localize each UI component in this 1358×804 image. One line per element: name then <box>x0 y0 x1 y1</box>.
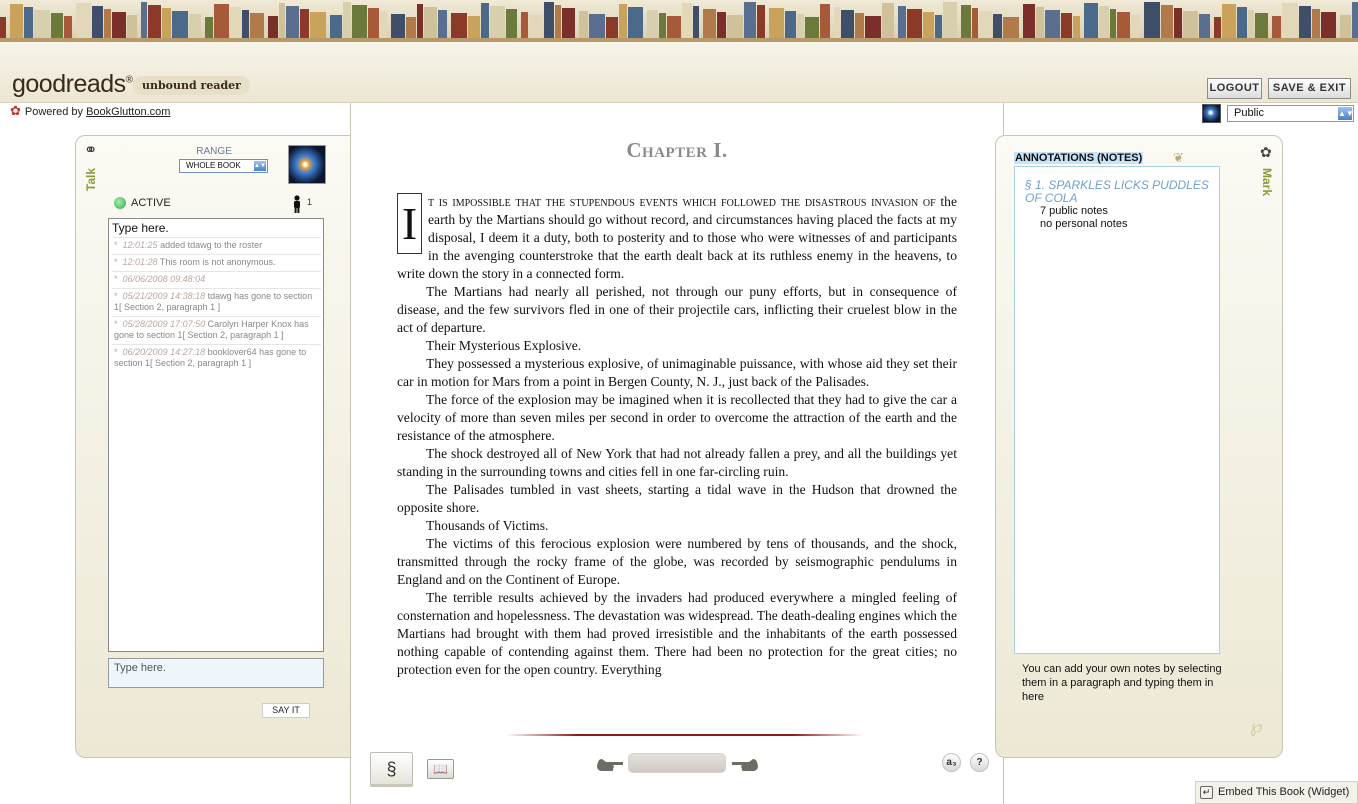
book-spine <box>481 3 489 39</box>
sections-button[interactable]: § <box>370 752 413 787</box>
paragraph[interactable]: Their Mysterious Explosive. <box>426 338 582 353</box>
book-spine <box>24 7 33 39</box>
book-spine <box>544 2 554 39</box>
chat-message: * 12:01:28 This room is not anonymous. <box>112 254 321 271</box>
book-spine <box>628 7 643 39</box>
chat-messages <box>112 237 321 372</box>
book-spine <box>898 6 906 39</box>
annotations-list <box>1014 166 1220 654</box>
swirl-ornament-icon: ℘ <box>1250 716 1263 736</box>
say-it-button[interactable]: SAY IT <box>262 703 310 718</box>
paragraph[interactable]: The Palisades tumbled in vast sheets, starting a tidal wave in the Hudson that drowned the opposite shore. <box>397 482 957 515</box>
book-spine <box>757 5 765 39</box>
book-spine <box>1248 10 1254 39</box>
book-spine <box>693 6 699 39</box>
logout-button[interactable]: LOGOUT <box>1207 78 1262 99</box>
book-spine <box>1099 6 1109 39</box>
book-spine <box>993 14 1002 39</box>
select-arrow-icon: ▲▼ <box>1338 109 1354 118</box>
book-spine <box>1003 17 1019 39</box>
book-spine <box>907 9 922 39</box>
chapter-title: Chapter I. <box>626 138 728 162</box>
personal-notes-count: no personal notes <box>1040 218 1128 230</box>
book-spine <box>834 7 840 39</box>
book-spine <box>417 4 423 39</box>
save-exit-button[interactable]: SAVE & EXIT <box>1268 78 1351 99</box>
font-size-button[interactable]: a₃ <box>942 753 961 772</box>
embed-widget-button[interactable]: ↵ Embed This Book (Widget) <box>1195 781 1358 804</box>
book-spine <box>10 4 23 39</box>
book-spine <box>1144 2 1160 39</box>
book-spine <box>972 8 978 39</box>
book-spine <box>1199 14 1210 39</box>
book-spine <box>589 14 605 39</box>
book-spine <box>438 10 447 39</box>
mark-tab-label[interactable]: Mark <box>1260 168 1274 197</box>
user-avatar-small <box>1202 104 1221 123</box>
notes-help-text: You can add your own notes by selecting them in a paragraph and typing them in here <box>1022 663 1222 703</box>
book-spine <box>468 16 480 39</box>
book-spine <box>820 4 830 39</box>
book-spine <box>1036 7 1044 39</box>
book-spine <box>127 15 137 39</box>
book-spine <box>380 11 387 39</box>
book-spine <box>805 17 819 39</box>
book-spine <box>76 3 91 39</box>
book-spine <box>1237 7 1247 39</box>
book-spine <box>1352 2 1358 39</box>
book-spine <box>205 17 213 39</box>
book-spine <box>343 2 351 39</box>
book-spine <box>1110 9 1116 39</box>
book-spine <box>391 14 405 39</box>
book-spine <box>112 12 126 39</box>
book-spine <box>368 8 379 39</box>
chat-first-line: Type here. <box>112 221 169 235</box>
user-count: 1 <box>307 197 313 207</box>
book-spine <box>1222 4 1236 39</box>
book-spine <box>855 13 864 39</box>
book-spine <box>923 12 934 39</box>
ornament-icon: ❦ <box>1173 150 1184 165</box>
book-spine <box>424 7 437 39</box>
flower-icon[interactable]: ✿ <box>1260 144 1272 160</box>
book-spine <box>242 10 249 39</box>
privacy-select[interactable]: Public ▲▼ <box>1227 105 1354 122</box>
book-spine <box>562 8 575 39</box>
book-spine <box>555 5 561 39</box>
book-spine <box>727 15 743 39</box>
book-spine <box>659 13 666 39</box>
chat-message: * 05/28/2009 17:07:50 Carolyn Harper Knox has gone to section 1[ Section 2, paragraph 1 ] <box>112 316 321 344</box>
book-spine <box>250 13 264 39</box>
book-spine <box>300 9 309 39</box>
book-spine <box>451 13 467 39</box>
paragraph[interactable]: They possessed a mysterious explosive, of unimaginable puissance, with whose aid they set their car in motion for Mars from a point in Bergen County, N. J., just back of the Palisades. <box>397 356 957 389</box>
paragraph[interactable]: The Martians had nearly all perished, not through our puny efforts, but in consequence of disease, and the few survivors fled in one of their projectile cars, inflicting their cruelest blow in the act of departure. <box>397 284 957 335</box>
book-spine <box>841 10 854 39</box>
talk-bubble-icon[interactable]: ⚭ <box>84 142 98 159</box>
book-spine <box>1282 3 1298 39</box>
avatar[interactable] <box>288 145 326 184</box>
status-label: ACTIVE <box>131 197 171 209</box>
person-icon <box>292 195 302 213</box>
book-spine <box>1321 12 1336 39</box>
paragraph[interactable]: The victims of this ferocious explosion were numbered by tens of thousands, and the shock, transmitted through the rocky frame of the globe, was recorded by seismographic pendulums in England and on the Continent of Europe. <box>397 536 957 587</box>
book-spine <box>529 15 543 39</box>
chat-message: * 06/06/2008 09:48:04 <box>112 271 321 288</box>
book-spine <box>1045 10 1060 39</box>
page-divider <box>506 734 864 736</box>
drop-cap: I <box>397 193 422 254</box>
range-select[interactable]: WHOLE BOOK ▲▼ <box>179 159 268 173</box>
active-status-icon <box>114 197 126 209</box>
talk-tab-label[interactable]: Talk <box>84 168 98 192</box>
book-spine <box>1061 13 1072 39</box>
chat-input[interactable]: Type here. <box>108 658 324 688</box>
book-spine <box>230 7 241 39</box>
book-spine <box>703 9 716 39</box>
public-notes-count[interactable]: 7 public notes <box>1040 205 1108 217</box>
book-spine <box>1255 13 1268 39</box>
book-spine <box>1340 15 1351 39</box>
goodreads-logo[interactable]: goodreads® <box>12 70 133 98</box>
help-button[interactable]: ? <box>970 753 989 772</box>
book-spine <box>189 14 201 39</box>
bookglutton-link[interactable]: BookGlutton.com <box>86 106 171 118</box>
book-spine <box>330 15 342 39</box>
book-spine <box>744 2 756 39</box>
book-spine <box>1131 15 1140 39</box>
book-spine <box>34 10 50 39</box>
book-spine <box>92 6 103 39</box>
book-spine <box>961 5 971 39</box>
book-spine <box>1312 9 1320 39</box>
embed-icon: ↵ <box>1200 786 1213 799</box>
book-spine <box>141 2 147 39</box>
book-spine <box>682 3 692 39</box>
book-spine <box>579 11 588 39</box>
book-spine <box>1084 3 1098 39</box>
book-spine <box>943 2 957 39</box>
book-spine <box>1023 4 1035 39</box>
select-arrow-icon: ▲▼ <box>254 163 266 169</box>
book-spine <box>606 17 618 39</box>
book-spine <box>979 11 992 39</box>
book-spine <box>286 6 299 39</box>
book-spine <box>865 16 881 39</box>
book-spine <box>279 3 285 39</box>
paragraph[interactable]: The shock destroyed all of New York that had not already fallen a prey, and all the buildings yet standing in the surrounding towns and cities fell in one far-circling ruin. <box>397 446 957 479</box>
book-spine <box>406 17 416 39</box>
book-spine <box>310 12 326 39</box>
book-spine <box>51 13 63 39</box>
book-spine <box>785 11 796 39</box>
book-spine <box>172 11 188 39</box>
book-spine <box>0 17 6 39</box>
book-spine <box>1073 16 1080 39</box>
unbound-reader-label: unbound reader <box>133 76 250 95</box>
book-spine <box>1214 17 1221 39</box>
book-spine <box>1174 8 1182 39</box>
book-spine <box>352 5 367 39</box>
book-spine <box>769 8 784 39</box>
top-bar <box>0 42 1358 103</box>
book-spine <box>148 5 161 39</box>
book-spine <box>1183 11 1198 39</box>
book-spine <box>64 16 72 39</box>
page-slider[interactable] <box>628 753 726 773</box>
range-label: RANGE <box>196 146 232 157</box>
book-text[interactable] <box>397 193 957 679</box>
book-icon[interactable]: 📖 <box>427 759 454 779</box>
paragraph[interactable]: The force of the explosion may be imagined when it is recollected that they had to give the car a velocity of more than seven miles per second in order to overcome the attraction of the earth and the resistance of the atmosphere. <box>397 392 957 443</box>
book-spine <box>506 9 517 39</box>
paragraph[interactable]: Thousands of Victims. <box>426 518 549 533</box>
next-hand-icon[interactable] <box>731 758 759 772</box>
chat-message: * 05/21/2009 14:38:18 tdawg has gone to section 1[ Section 2, paragraph 1 ] <box>112 288 321 316</box>
book-spine <box>521 12 528 39</box>
chat-message: * 06/20/2009 14:27:18 booklover64 has gone to section 1[ Section 2, paragraph 1 ] <box>112 344 321 372</box>
bookshelf-banner <box>0 0 1358 42</box>
book-spine <box>667 16 681 39</box>
bookglutton-bird-icon: ✿ <box>10 103 21 118</box>
paragraph[interactable]: The terrible results achieved by the invaders had produced everywhere a mingled feeling of consternation and hopelessness. The devastation was widespread. The death-dealing engines which the Martians had brought with them had proved irresistible and the inhabitants of the earth possessed nothing capable of contending against them. There had been no protection for the great cities; no protection even for the open country. Everything <box>397 590 957 677</box>
book-spine <box>935 15 942 39</box>
book-spine <box>104 9 111 39</box>
book-spine <box>1299 6 1311 39</box>
powered-by: ✿ Powered by BookGlutton.com <box>10 103 171 118</box>
book-spine <box>1272 16 1281 39</box>
book-spine <box>1117 12 1130 39</box>
annotations-title: ANNOTATIONS (NOTES) <box>1015 152 1143 164</box>
paragraph[interactable]: I t is impossible that the stupendous events which followed the disastrous invasion of the earth by the Martians should go without record, and circumstances having placed the facts at my disposal, I deem it a duty, both to posterity and to those who were witnesses of and participants in the avenging counterstroke that the earth dealt back at its ruthless enemy in the heavens, to write down the story in a connected form. <box>397 194 957 281</box>
previous-hand-icon[interactable] <box>596 758 624 772</box>
book-spine <box>268 16 278 39</box>
chat-log[interactable] <box>108 218 324 652</box>
book-spine <box>162 8 171 39</box>
book-spine <box>797 14 804 39</box>
book-spine <box>1161 5 1173 39</box>
book-spine <box>490 6 505 39</box>
chat-message: * 12:01:25 added tdawg to the roster <box>112 237 321 254</box>
book-spine <box>619 4 627 39</box>
annotation-section-link[interactable]: § 1. SPARKLES LICKS PUDDLES OF COLA <box>1025 178 1209 205</box>
book-spine <box>717 12 726 39</box>
book-spine <box>647 10 658 39</box>
book-spine <box>214 4 229 39</box>
book-spine <box>882 3 894 39</box>
